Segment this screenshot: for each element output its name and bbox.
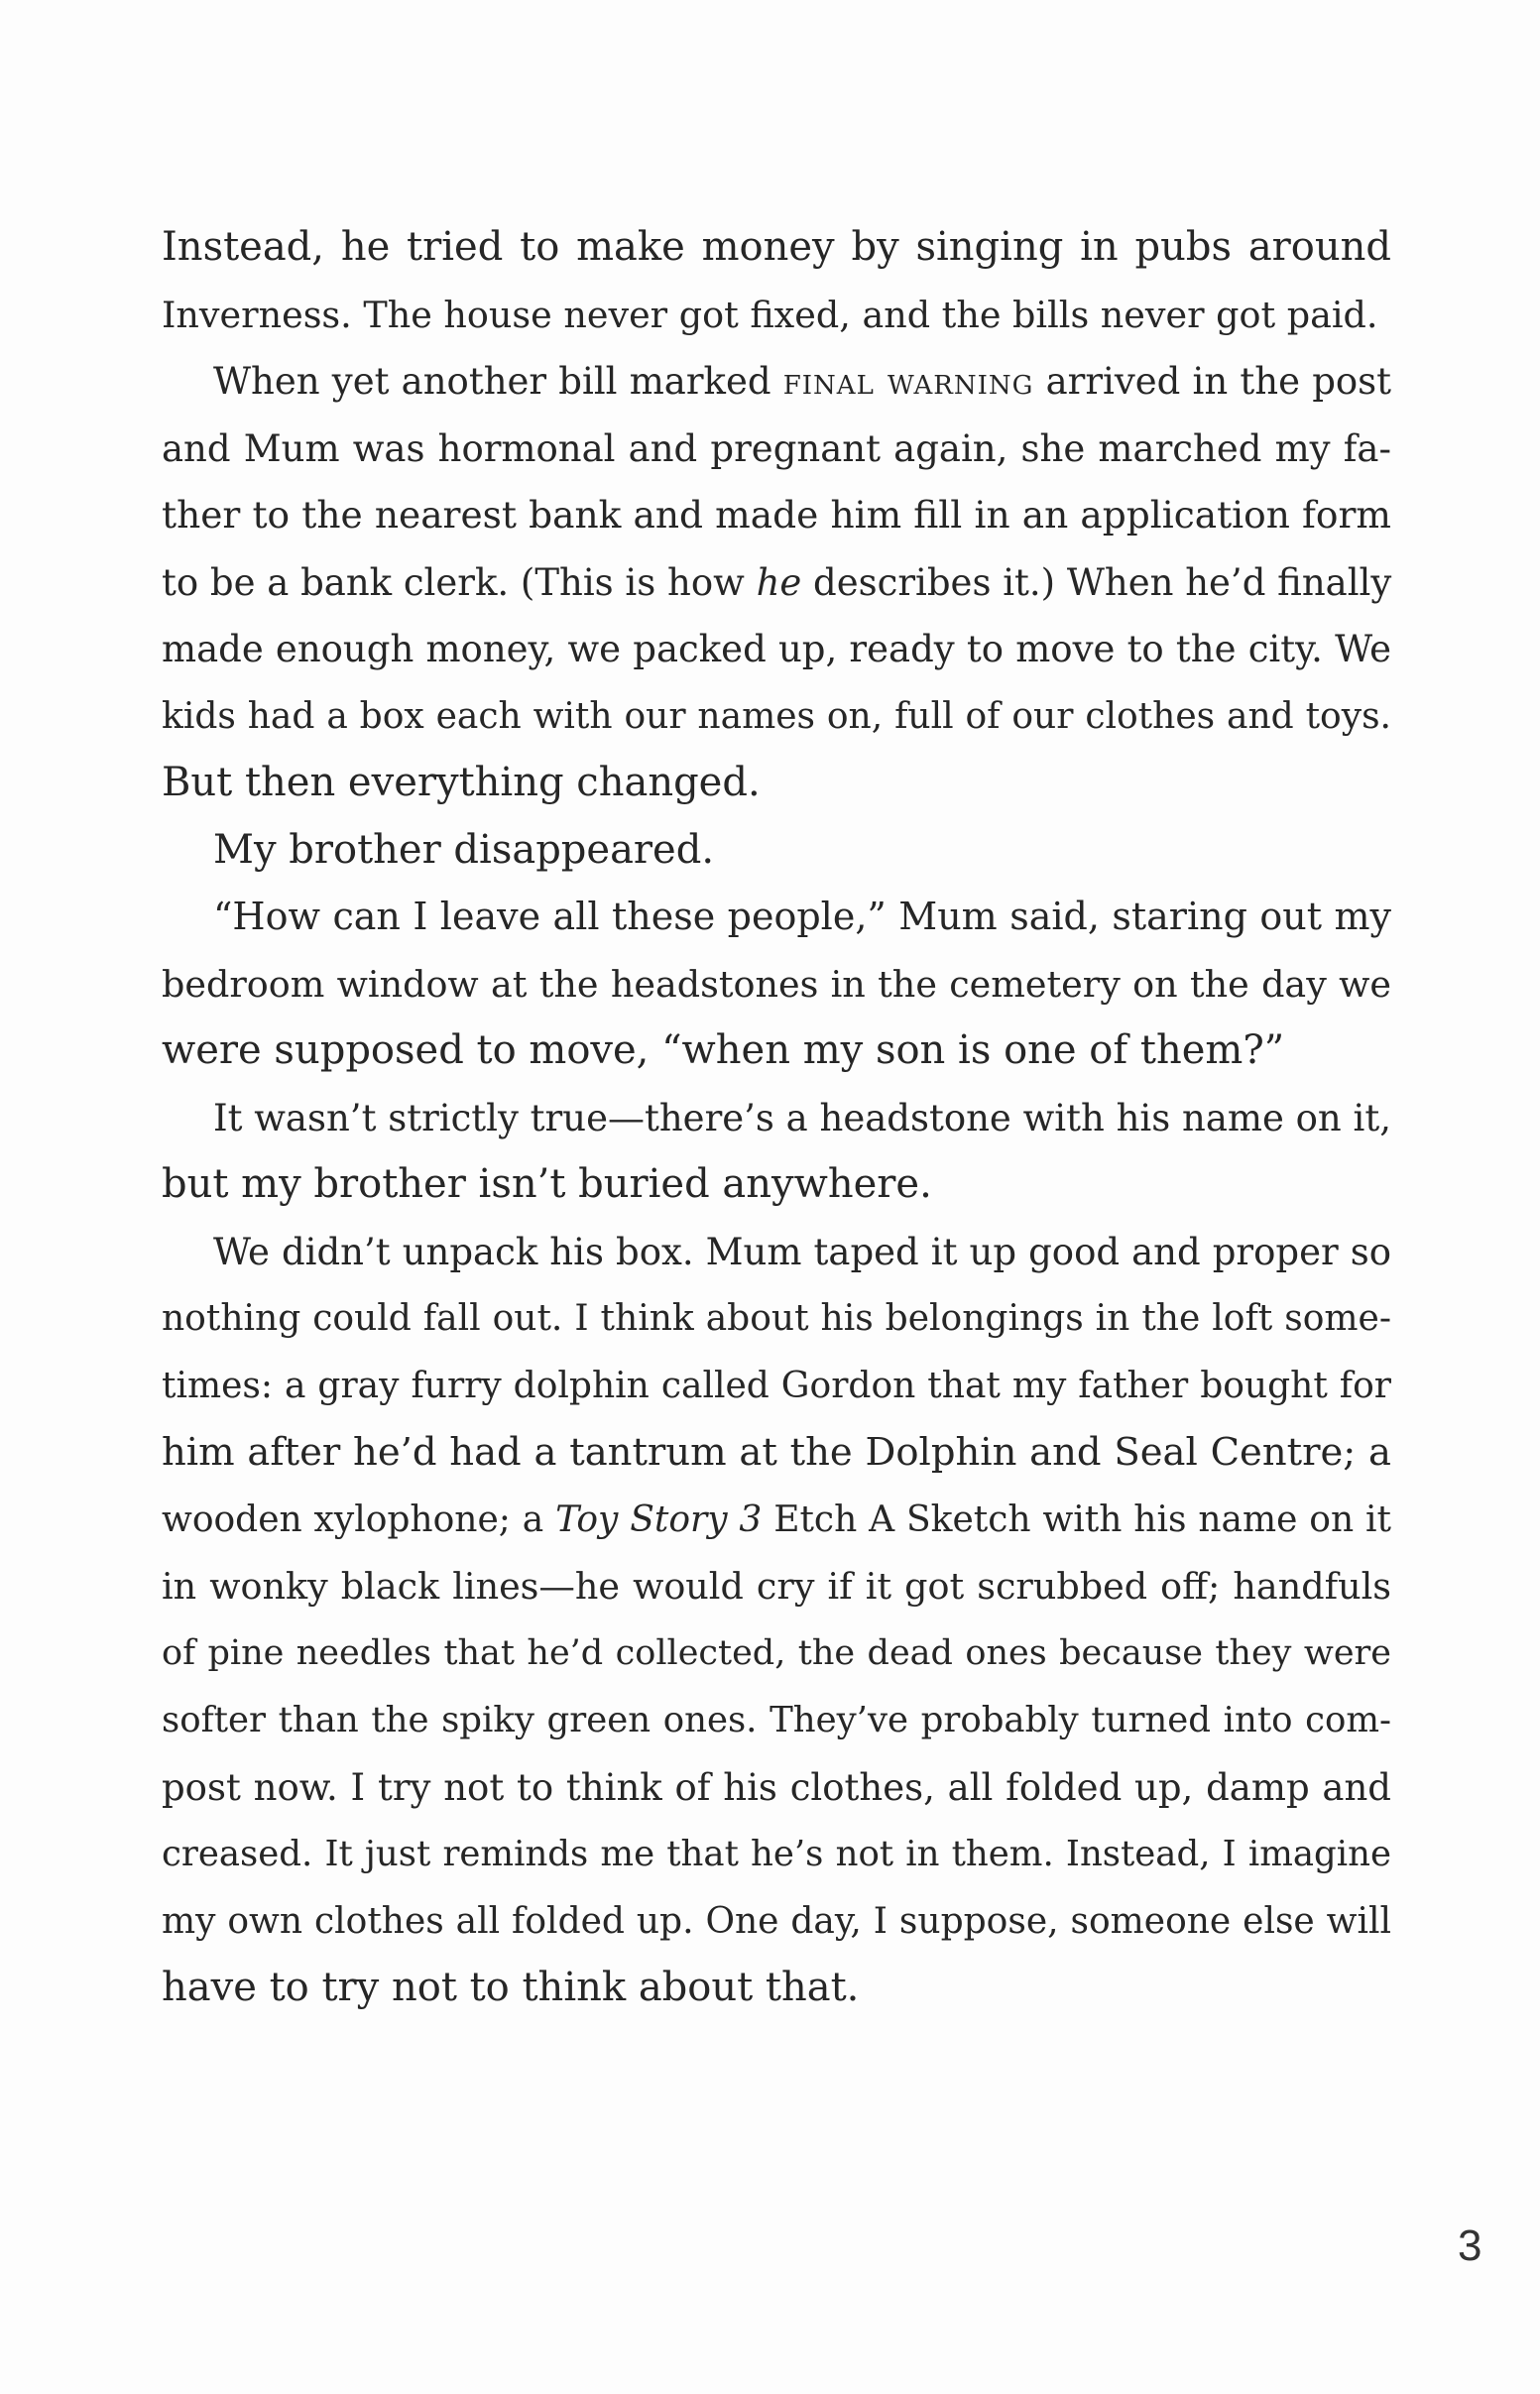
italic-text: he: [756, 560, 802, 604]
text-line: [162, 951, 1391, 1018]
line-text: wooden xylophone; a: [162, 1498, 556, 1540]
text-line: [162, 348, 1391, 416]
italic-text: Toy Story 3: [555, 1498, 763, 1540]
text-line: [162, 282, 1391, 349]
line-text-continued: arrived in the post: [1033, 360, 1392, 403]
text-line: [162, 1821, 1391, 1888]
text-line: [162, 750, 1391, 817]
text-line: [162, 1285, 1391, 1353]
body-text: [162, 214, 1391, 2022]
text-line: [162, 1888, 1391, 1956]
line-text: “How can I leave all these people,” Mum said, staring out my: [213, 895, 1391, 938]
text-line: [162, 1487, 1391, 1554]
text-line: [162, 482, 1391, 549]
line-text: of pine needles that he’d collected, the dead ones because they were: [162, 1632, 1391, 1673]
small-caps-text: final warning: [782, 360, 1034, 403]
line-text: It wasn’t strictly true—there’s a headstone with his name on it,: [213, 1096, 1391, 1139]
text-line: [162, 1419, 1391, 1487]
line-text: my own clothes all folded up. One day, I suppose, someone else will: [162, 1900, 1391, 1942]
text-line: [162, 1085, 1391, 1152]
line-text: When yet another bill marked: [213, 360, 783, 403]
text-line: [162, 1219, 1391, 1286]
text-line: [162, 549, 1391, 617]
line-text: to be a bank clerk. (This is how: [162, 560, 757, 604]
line-text-continued: Etch A Sketch with his name on it: [762, 1498, 1392, 1540]
line-text: made enough money, we packed up, ready to move to the city. We: [162, 628, 1391, 670]
text-line: [162, 1955, 1391, 2022]
line-text: bedroom window at the headstones in the cemetery on the day we: [162, 962, 1391, 1006]
line-text: We didn’t unpack his box. Mum taped it up good and proper so: [213, 1230, 1391, 1273]
line-text: but my brother isn’t buried anywhere.: [162, 1161, 932, 1207]
line-text: My brother disappeared.: [213, 826, 715, 873]
text-line: [162, 884, 1391, 951]
line-text: nothing could fall out. I think about his belongings in the loft some-: [162, 1298, 1391, 1339]
line-text: kids had a box each with our names on, full of our clothes and toys.: [162, 695, 1391, 737]
line-text: Inverness. The house never got fixed, and the bills never got paid.: [162, 293, 1378, 336]
text-line: [162, 1687, 1391, 1754]
line-text: and Mum was hormonal and pregnant again, she marched my fa-: [162, 426, 1391, 470]
text-line: [162, 817, 1391, 885]
text-line: [162, 1553, 1391, 1620]
text-line: [162, 616, 1391, 683]
line-text-continued: describes it.) When he’d finally: [801, 560, 1392, 604]
line-text: But then everything changed.: [162, 760, 761, 805]
line-text: creased. It just reminds me that he’s not in them. Instead, I imagine: [162, 1834, 1391, 1874]
line-text: softer than the spiky green ones. They’ve probably turned into com-: [162, 1700, 1391, 1740]
text-line: [162, 683, 1391, 751]
text-line: [162, 1151, 1391, 1219]
text-line: [162, 1353, 1391, 1420]
text-line: [162, 416, 1391, 483]
line-text: ther to the nearest bank and made him fill in an application form: [162, 493, 1391, 537]
line-text: post now. I try not to think of his clothes, all folded up, damp and: [162, 1765, 1391, 1809]
text-line: [162, 214, 1391, 282]
line-text: have to try not to think about that.: [162, 1965, 860, 2010]
text-line: [162, 1620, 1391, 1688]
line-text: were supposed to move, “when my son is one of them?”: [162, 1027, 1285, 1073]
line-text: times: a gray furry dolphin called Gordon that my father bought for: [162, 1365, 1391, 1406]
text-line: [162, 1754, 1391, 1822]
line-text: him after he’d had a tantrum at the Dolphin and Seal Centre; a: [162, 1430, 1391, 1475]
page-number: 3: [1458, 2221, 1482, 2270]
line-text: Instead, he tried to make money by singing in pubs around: [162, 224, 1391, 270]
line-text: in wonky black lines—he would cry if it got scrubbed off; handfuls: [162, 1565, 1391, 1608]
text-line: [162, 1017, 1391, 1085]
